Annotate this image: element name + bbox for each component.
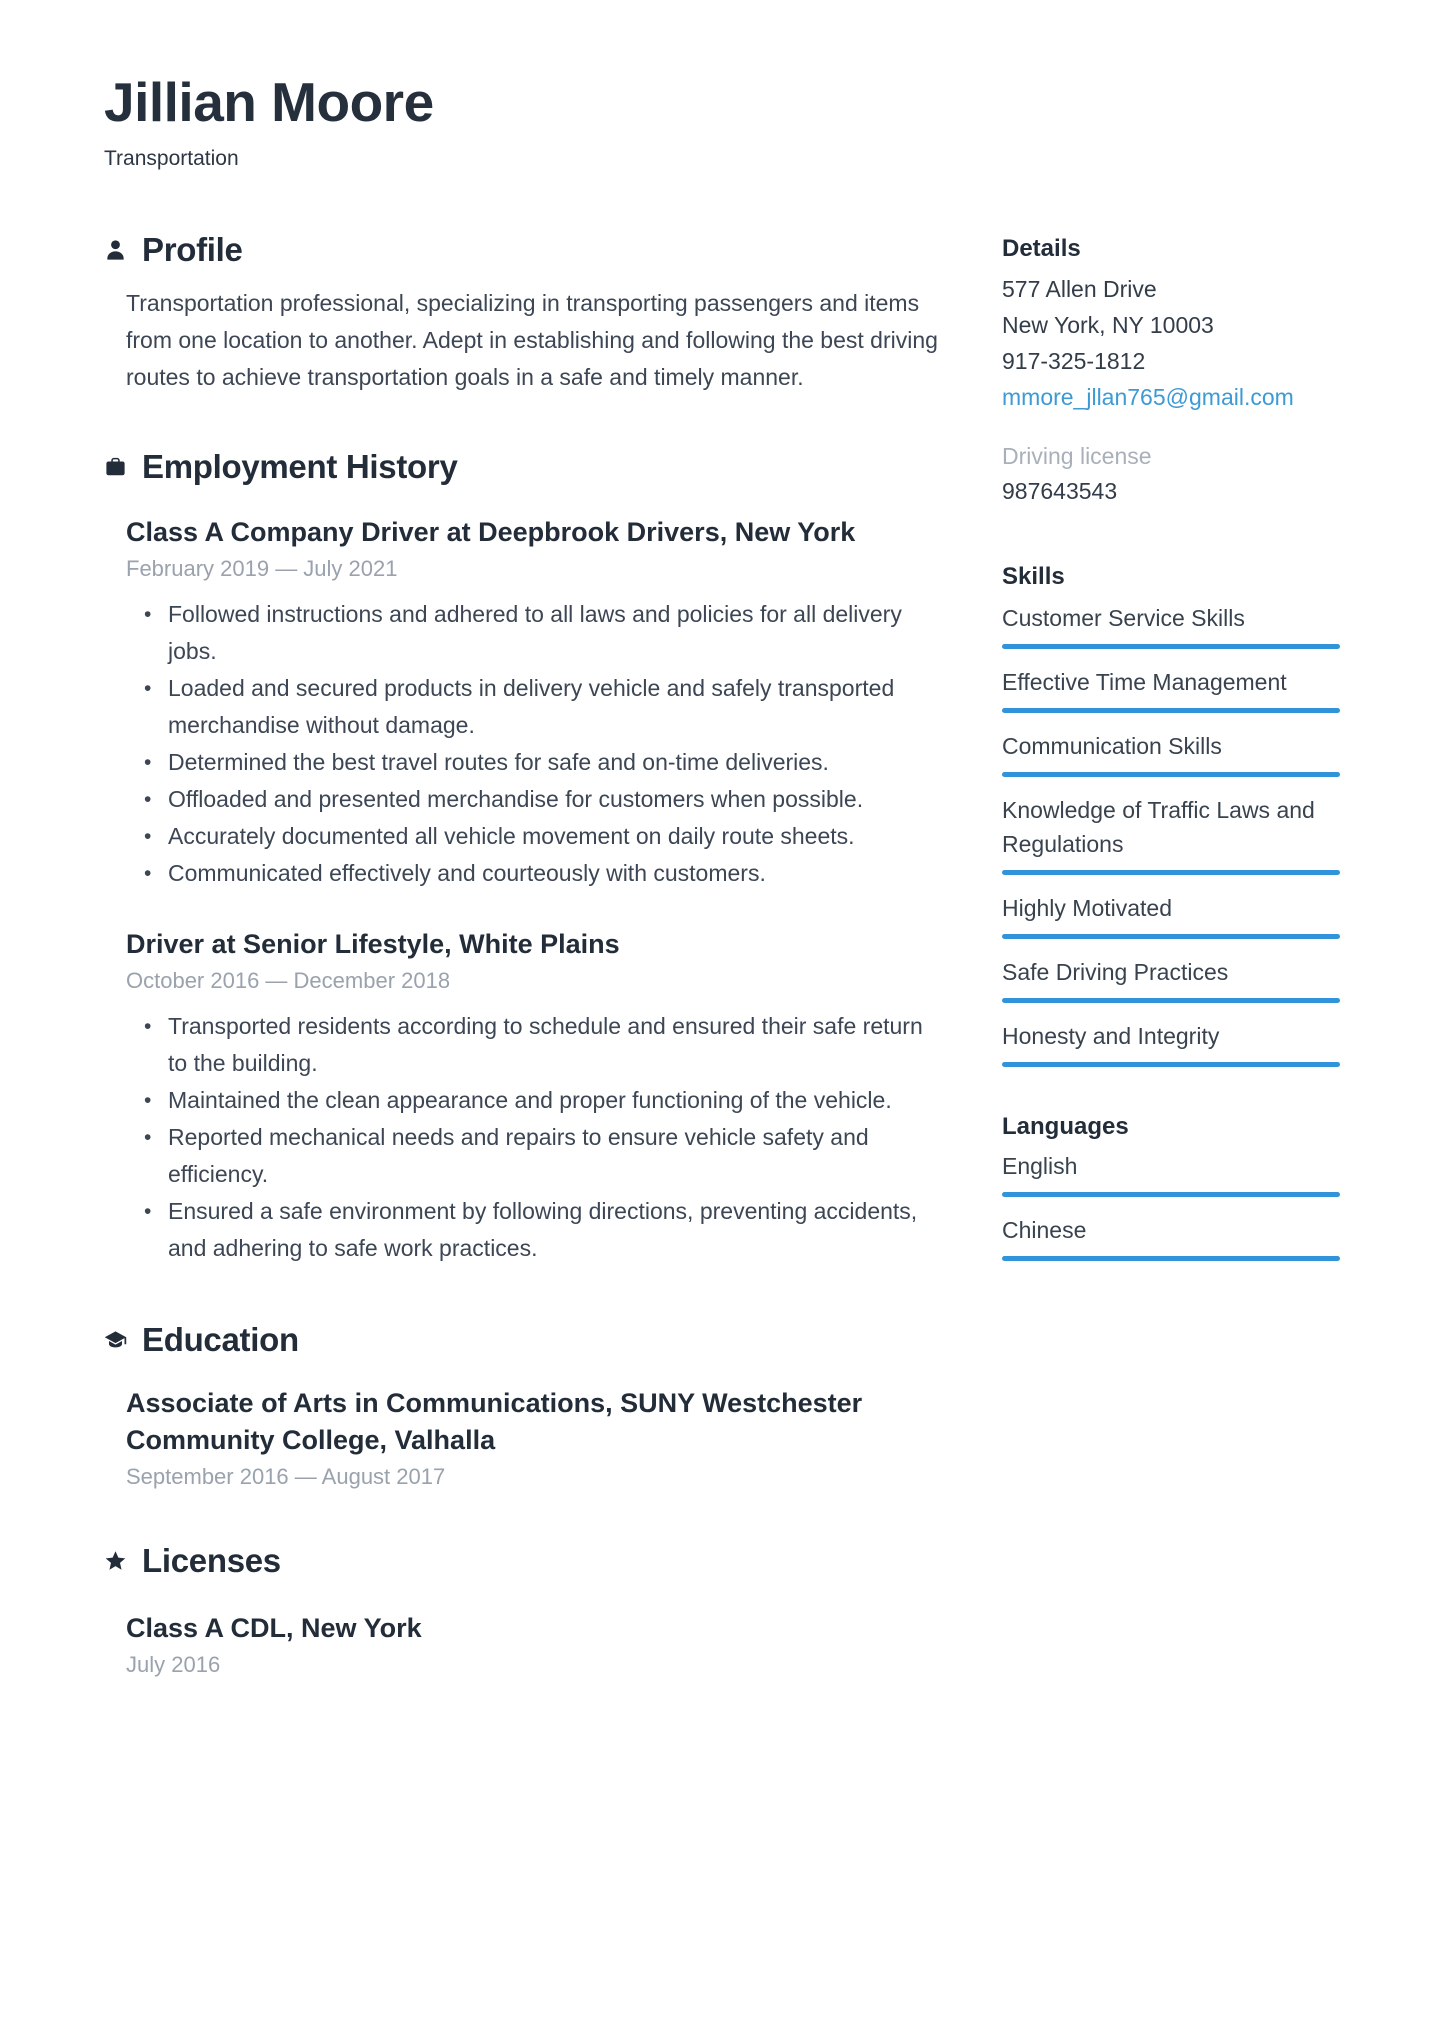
job-bullet: • Determined the best travel routes for safe and on-time deliveries. [142, 744, 932, 781]
skill-level-bar [1002, 772, 1340, 777]
details-heading: Details [1002, 235, 1081, 262]
degree-title: Associate of Arts in Communications, SUNY Westchester Community College, Valhalla [126, 1387, 863, 1455]
job-bullet-list [142, 1008, 932, 1267]
language-level-bar [1002, 1192, 1340, 1197]
skill-level-bar [1002, 870, 1340, 875]
education-heading: Education [142, 1320, 299, 1358]
phone-number: 917-325-1812 [1002, 348, 1146, 374]
languages-block [1002, 1113, 1340, 1261]
driving-license-number: 987643543 [1002, 478, 1118, 504]
skills-heading: Skills [1002, 563, 1065, 590]
person-role: Transportation [104, 146, 239, 170]
job-entry [126, 926, 949, 1267]
job-bullet: • Transported residents according to schedule and ensured their safe return to the building. [142, 1008, 932, 1082]
person-icon [104, 238, 127, 262]
job-bullet: • Reported mechanical needs and repairs to ensure vehicle safety and efficiency. [142, 1119, 932, 1193]
skill-label: Communication Skills [1002, 733, 1222, 759]
skill-label: Honesty and Integrity [1002, 1023, 1220, 1049]
address-line-1: 577 Allen Drive [1002, 276, 1157, 302]
education-dates: September 2016 — August 2017 [126, 1463, 446, 1489]
job-dates: October 2016 — December 2018 [126, 967, 451, 993]
skill-label: Effective Time Management [1002, 669, 1287, 695]
skill-item [1002, 955, 1340, 1003]
skill-level-bar [1002, 998, 1340, 1003]
employment-heading: Employment History [142, 447, 458, 485]
skill-label: Highly Motivated [1002, 895, 1173, 921]
language-item [1002, 1213, 1340, 1261]
language-level-bar [1002, 1256, 1340, 1261]
job-entry [126, 514, 949, 892]
license-dates: July 2016 [126, 1651, 221, 1677]
license-title: Class A CDL, New York [126, 1612, 422, 1643]
person-name: Jillian Moore [104, 71, 434, 133]
sidebar-column [1002, 235, 1340, 1678]
license-entry [126, 1610, 949, 1678]
skill-item [1002, 601, 1340, 649]
skill-level-bar [1002, 1062, 1340, 1067]
profile-section [104, 231, 949, 396]
briefcase-icon [104, 455, 127, 479]
driving-license-label: Driving license [1002, 443, 1152, 469]
skill-label: Customer Service Skills [1002, 605, 1245, 631]
skill-item [1002, 665, 1340, 713]
languages-heading: Languages [1002, 1113, 1129, 1140]
skill-item [1002, 793, 1340, 875]
email-link[interactable]: mmore_jllan765@gmail.com [1002, 384, 1294, 410]
language-item [1002, 1149, 1340, 1197]
profile-summary: Transportation professional, specializing in transporting passengers and items from one location to another. Adept in establishing and following the best driving routes to achieve transportation goals in a safe and timely manner. [126, 289, 938, 390]
education-entry [126, 1385, 949, 1490]
job-bullet: • Offloaded and presented merchandise for customers when possible. [142, 781, 932, 818]
education-section-head [104, 1321, 949, 1359]
job-bullet: • Loaded and secured products in delivery vehicle and safely transported merchandise without damage. [142, 670, 932, 744]
employment-section-head [104, 448, 949, 486]
languages-list [1002, 1149, 1340, 1261]
profile-heading: Profile [142, 230, 243, 268]
job-bullet: • Communicated effectively and courteously with customers. [142, 855, 932, 892]
main-column [104, 72, 949, 1678]
graduation-cap-icon [104, 1328, 127, 1352]
job-bullet: • Maintained the clean appearance and proper functioning of the vehicle. [142, 1082, 932, 1119]
job-title: Driver at Senior Lifestyle, White Plains [126, 928, 620, 959]
skill-level-bar [1002, 644, 1340, 649]
job-bullet: • Ensured a safe environment by following directions, preventing accidents, and adhering to safe work practices. [142, 1193, 932, 1267]
employment-section [104, 448, 949, 1267]
licenses-section-head [104, 1542, 949, 1580]
skill-item [1002, 729, 1340, 777]
skill-level-bar [1002, 708, 1340, 713]
language-label: Chinese [1002, 1217, 1087, 1243]
job-bullet: • Followed instructions and adhered to all laws and policies for all delivery jobs. [142, 596, 932, 670]
address-line-2: New York, NY 10003 [1002, 312, 1214, 338]
skill-item [1002, 891, 1340, 939]
licenses-heading: Licenses [142, 1541, 281, 1579]
language-label: English [1002, 1153, 1078, 1179]
job-bullet-list [142, 596, 932, 892]
education-section [104, 1321, 949, 1490]
skill-level-bar [1002, 934, 1340, 939]
job-title: Class A Company Driver at Deepbrook Drivers, New York [126, 516, 856, 547]
details-block [1002, 235, 1340, 509]
profile-section-head [104, 231, 949, 269]
job-dates: February 2019 — July 2021 [126, 555, 398, 581]
skill-item [1002, 1019, 1340, 1067]
skill-label: Safe Driving Practices [1002, 959, 1229, 985]
licenses-section [104, 1542, 949, 1678]
skills-list [1002, 601, 1340, 1067]
skill-label: Knowledge of Traffic Laws and Regulations [1002, 797, 1315, 857]
resume-header [104, 72, 949, 171]
star-icon [104, 1549, 127, 1573]
skills-block [1002, 563, 1340, 1067]
job-bullet: • Accurately documented all vehicle movement on daily route sheets. [142, 818, 932, 855]
